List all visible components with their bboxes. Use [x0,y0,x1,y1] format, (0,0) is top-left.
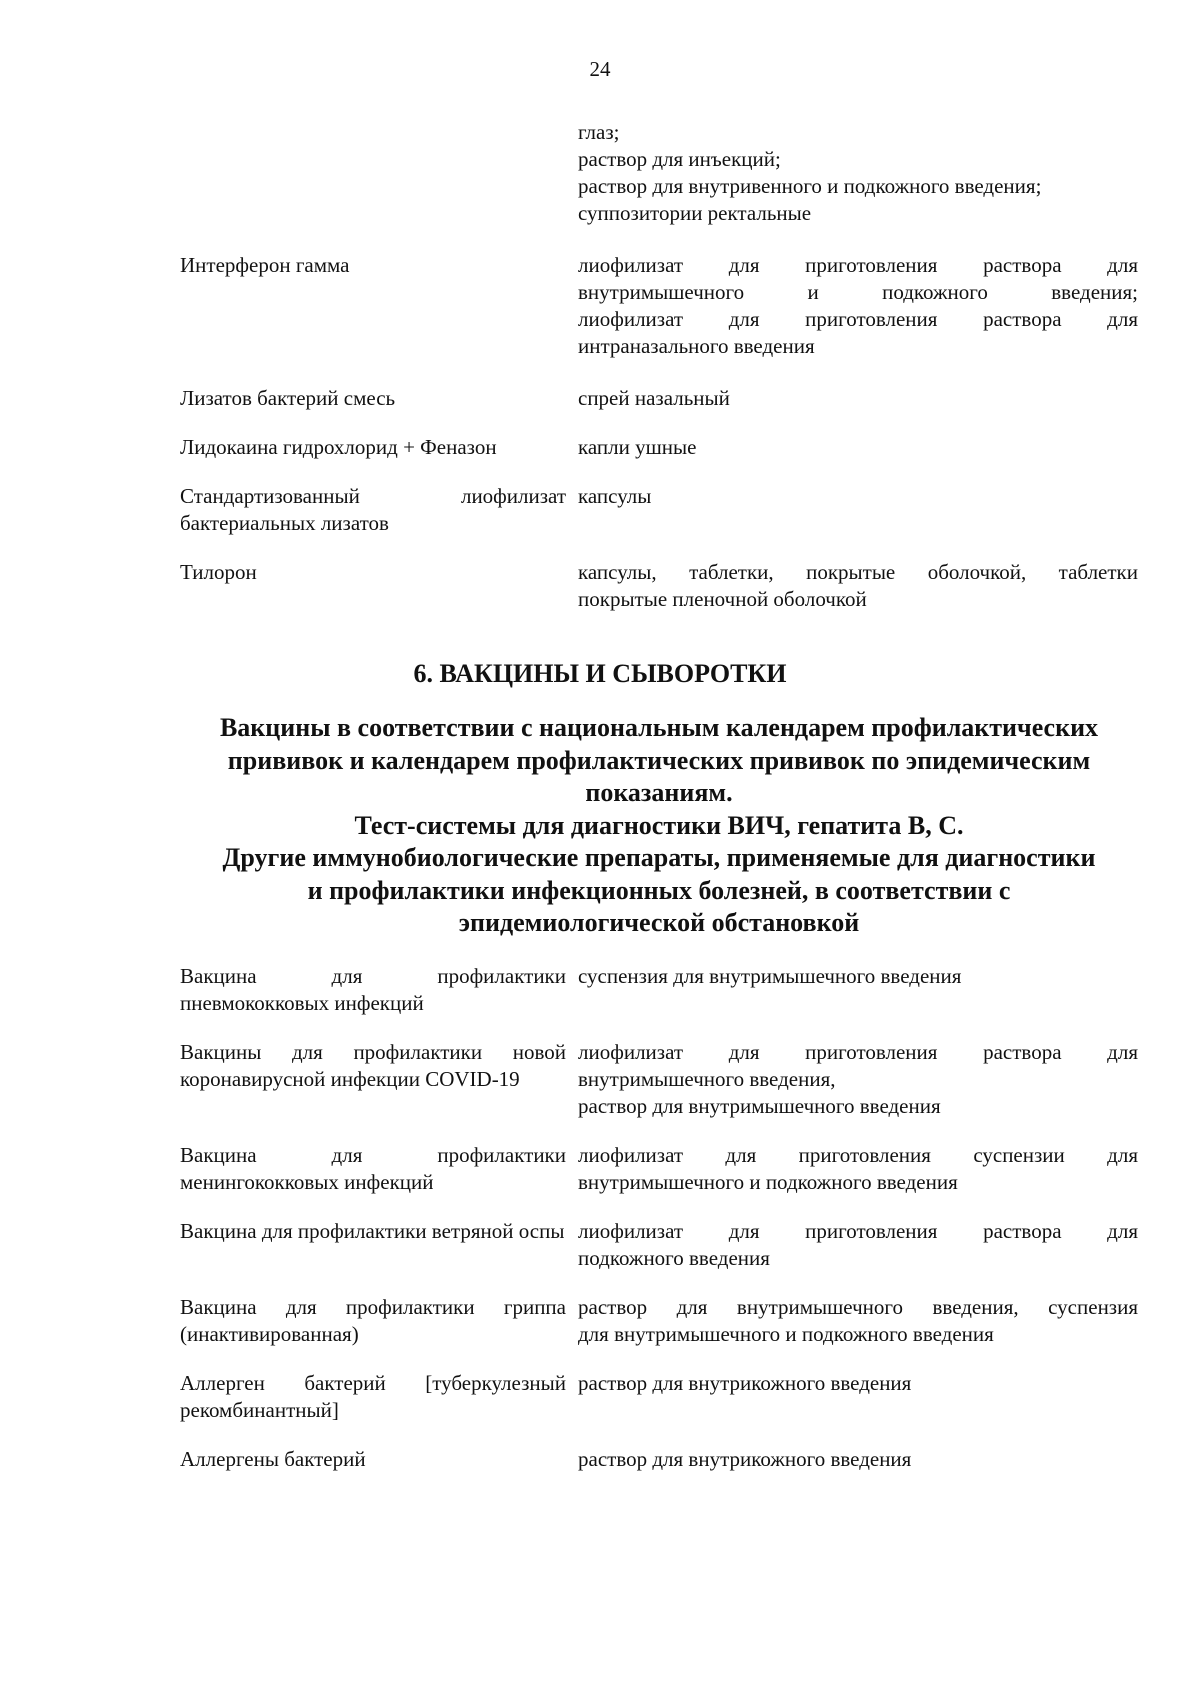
table-row [180,434,1138,461]
dosage-form-line: покрытые пленочной оболочкой [578,587,867,611]
dosage-forms [578,1039,1138,1120]
subheading-line: прививок и календарем профилактических прививок по эпидемическим [227,745,1091,775]
dosage-form-line: лиофилизат для приготовления раствора для [578,1040,1138,1064]
subheading-line: и профилактики инфекционных болезней, в соответствии с [307,875,1011,905]
dosage-forms [578,1370,1138,1424]
subheading-line: Другие иммунобиологические препараты, применяемые для диагностики [222,843,1096,872]
dosage-form-line: капсулы, таблетки, покрытые оболочкой, таблетки [578,560,1138,584]
dosage-forms [578,1142,1138,1196]
drug-name: Вакцина для профилактики менингококковых инфекций [180,1143,566,1194]
table-row [180,1039,1138,1120]
table-row [180,1218,1138,1272]
subheading-line: Тест-системы для диагностики ВИЧ, гепатита В, С. [354,810,964,840]
dosage-form-line: лиофилизат для приготовления раствора для [578,1219,1138,1243]
dosage-form-line: лиофилизат для приготовления суспензии для [578,1143,1138,1167]
dosage-form-line: лиофилизат для приготовления раствора для [578,253,1138,277]
section-title: 6. ВАКЦИНЫ И СЫВОРОТКИ [413,659,787,688]
drug-table-top [180,119,1138,613]
drug-name: Аллергены бактерий [180,1447,366,1471]
table-row [180,1446,1138,1473]
dosage-forms [578,119,1138,225]
subheading-line: эпидемиологической обстановкой [458,908,860,937]
subheading-line: показаниям. [585,778,733,807]
dosage-form-line: суппозитории ректальные [578,201,812,225]
dosage-form-line: внутримышечного и подкожного введения [578,1170,958,1194]
drug-name: Лизатов бактерий смесь [180,386,396,410]
section-subheading [170,712,1148,940]
table-row [180,483,1138,537]
drug-name: Тилорон [180,560,257,584]
dosage-forms [578,559,1138,613]
dosage-form-line: лиофилизат для приготовления раствора для [578,307,1138,331]
dosage-form-line: внутримышечного и подкожного введения; [578,280,1138,304]
table-row [180,252,1138,358]
dosage-forms [578,483,1138,537]
drug-table-vaccines [180,963,1138,1473]
dosage-form-line: капли ушные [578,435,697,459]
dosage-form-line: раствор для внутримышечного введения, суспензия [578,1295,1138,1319]
dosage-forms [578,1446,1138,1473]
subheading-line: Вакцины в соответствии с национальным календарем профилактических [219,713,1099,742]
page-number: 24 [589,57,611,81]
drug-name [180,119,566,222]
dosage-form-line: спрей назальный [578,386,730,410]
dosage-form-line: раствор для внутрикожного введения [578,1371,912,1395]
drug-name: Лидокаина гидрохлорид + Феназон [180,435,497,459]
dosage-form-line: раствор для внутривенного и подкожного введения; [578,174,1042,198]
dosage-forms [578,1218,1138,1272]
table-row [180,1142,1138,1196]
dosage-form-line: подкожного введения [578,1246,770,1270]
drug-name: Вакцина для профилактики гриппа (инактивированная) [180,1295,566,1346]
dosage-forms [578,434,1138,461]
drug-name: Вакцины для профилактики новой коронавирусной инфекции COVID-19 [180,1040,566,1091]
drug-name: Аллерген бактерий [туберкулезный рекомбинантный] [180,1371,566,1422]
table-row [180,1294,1138,1348]
dosage-form-line: раствор для внутрикожного введения [578,1447,912,1471]
dosage-forms [578,252,1138,358]
table-row [180,1370,1138,1424]
dosage-form-line: раствор для инъекций; [578,147,781,171]
dosage-form-line: суспензия для внутримышечного введения [578,964,962,988]
dosage-form-line: глаз; [578,120,620,144]
dosage-forms [578,963,1138,1017]
drug-name: Вакцина для профилактики ветряной оспы [180,1219,565,1243]
dosage-form-line: для внутримышечного и подкожного введения [578,1322,994,1346]
table-row [180,385,1138,412]
dosage-form-line: раствор для внутримышечного введения [578,1094,941,1118]
table-row [180,963,1138,1017]
drug-name: Стандартизованный лиофилизат бактериальных лизатов [180,484,566,535]
table-row [180,559,1138,613]
dosage-form-line: капсулы [578,484,652,508]
dosage-form-line: интраназального введения [578,334,815,358]
dosage-forms [578,1294,1138,1348]
drug-name: Интерферон гамма [180,253,350,277]
dosage-forms [578,385,1138,412]
dosage-form-line: внутримышечного введения, [578,1067,836,1091]
drug-name: Вакцина для профилактики пневмококковых инфекций [180,964,566,1015]
table-row [180,119,1138,225]
